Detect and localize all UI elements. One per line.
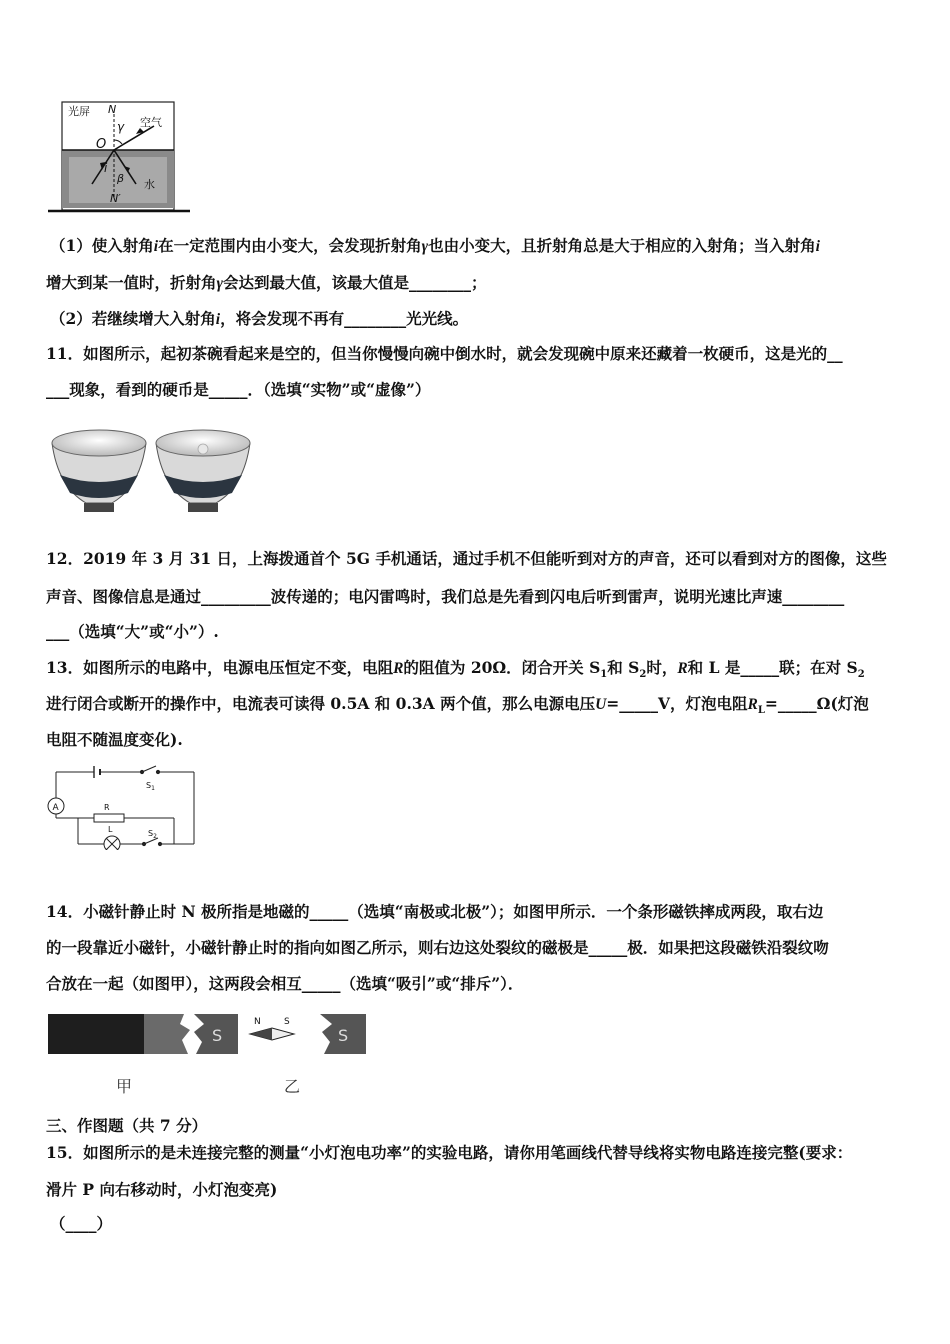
refraction-figure: [44, 100, 194, 215]
q12-line3: ___（选填“大”或“小”）.: [46, 622, 219, 641]
q10-part1-line2: 增大到某一值时，折射角γ会达到最大值，该最大值是________；: [46, 273, 487, 292]
compass-s-label: S: [284, 1017, 290, 1027]
fig-water-label: 水: [144, 178, 155, 191]
q11-line1: 11．如图所示，起初茶碗看起来是空的，但当你慢慢向碗中倒水时，就会发现碗中原来还藏着一枚硬币，这是光的__: [46, 344, 843, 363]
q10-part1-line1: （1）使入射角i在一定范围内由小变大，会发现折射角γ也由小变大，且折射角总是大于相应的入射角；当入射角i: [50, 236, 820, 255]
fig-normal-n-label: N: [108, 103, 117, 116]
q14-line2: 的一段靠近小磁针，小磁针静止时的指向如图乙所示，则右边这处裂纹的磁极是_____极．如果把这段磁铁沿裂纹吻: [46, 938, 829, 957]
ammeter-label: A: [52, 803, 59, 813]
lamp-label: L: [108, 825, 113, 834]
fig-screen-label: 光屏: [68, 105, 90, 118]
switch-s2-label: $S_2$: [148, 829, 157, 840]
q13-line1: 13．如图所示的电路中，电源电压恒定不变，电阻R的阻值为 20Ω．闭合开关 $S_1$和 $S_2$时，R和 L 是_____联；在对 $S_2$: [46, 658, 865, 681]
q13-line3: 电阻不随温度变化).: [46, 730, 183, 749]
q10-part2-line: （2）若继续增大入射角i，将会发现不再有________光光线。: [50, 309, 469, 328]
q15-line1: 15．如图所示的是未连接完整的测量“小灯泡电功率”的实验电路，请你用笔画线代替导线将实物电路连接完整(要求：: [46, 1143, 853, 1162]
magnet-s-label-yi: S: [338, 1026, 349, 1045]
q15-line2: 滑片 P 向右移动时，小灯泡变亮): [46, 1180, 278, 1199]
q14-line1: 14．小磁针静止时 N 极所指是地磁的_____（选填“南极或北极”）；如图甲所示．一个条形磁铁摔成两段，取右边: [46, 902, 824, 921]
fig-i-label: i: [104, 161, 108, 175]
fig-beta-label: β: [117, 172, 125, 185]
fig-normal-n-prime-label: N′: [110, 192, 121, 205]
q12-line1: 12．2019 年 3 月 31 日，上海拨通首个 5G 手机通话，通过手机不但能听到对方的声音，还可以看到对方的图像，这些: [46, 549, 887, 568]
q13-line2: 进行闭合或断开的操作中，电流表可读得 0.5A 和 0.3A 两个值，那么电源电压U=_____V，灯泡电阻$R_L=\_\_\_\_\_\Omega$(灯泡: [46, 694, 869, 717]
figure-jia-label: 甲: [116, 1077, 133, 1096]
switch-s1-label: $S_1$: [146, 781, 155, 792]
q15-answer-blank: （____）: [50, 1214, 113, 1233]
tea-bowls-figure: [48, 425, 253, 520]
figure-yi-label: 乙: [284, 1077, 301, 1096]
q11-line2: ___现象，看到的硬币是_____．（选填“实物”或“虚像”）: [46, 380, 431, 399]
fig-air-label: 空气: [140, 116, 162, 129]
resistor-label: R: [104, 803, 110, 812]
fig-gamma-label: γ: [117, 120, 125, 134]
circuit-diagram: [44, 760, 204, 850]
magnet-figure: [44, 1008, 370, 1100]
q12-line2: 声音、图像信息是通过_________波传递的；电闪雷鸣时，我们总是先看到闪电后听到雷声，说明光速比声速________: [46, 587, 845, 606]
compass-n-label: N: [254, 1017, 261, 1027]
fig-o-label: O: [96, 137, 107, 152]
magnet-s-label-jia: S: [212, 1026, 223, 1045]
q14-line3: 合放在一起（如图甲），这两段会相互_____（选填“吸引”或“排斥”）．: [46, 974, 524, 993]
section3-title: 三、作图题（共 7 分）: [46, 1116, 208, 1135]
